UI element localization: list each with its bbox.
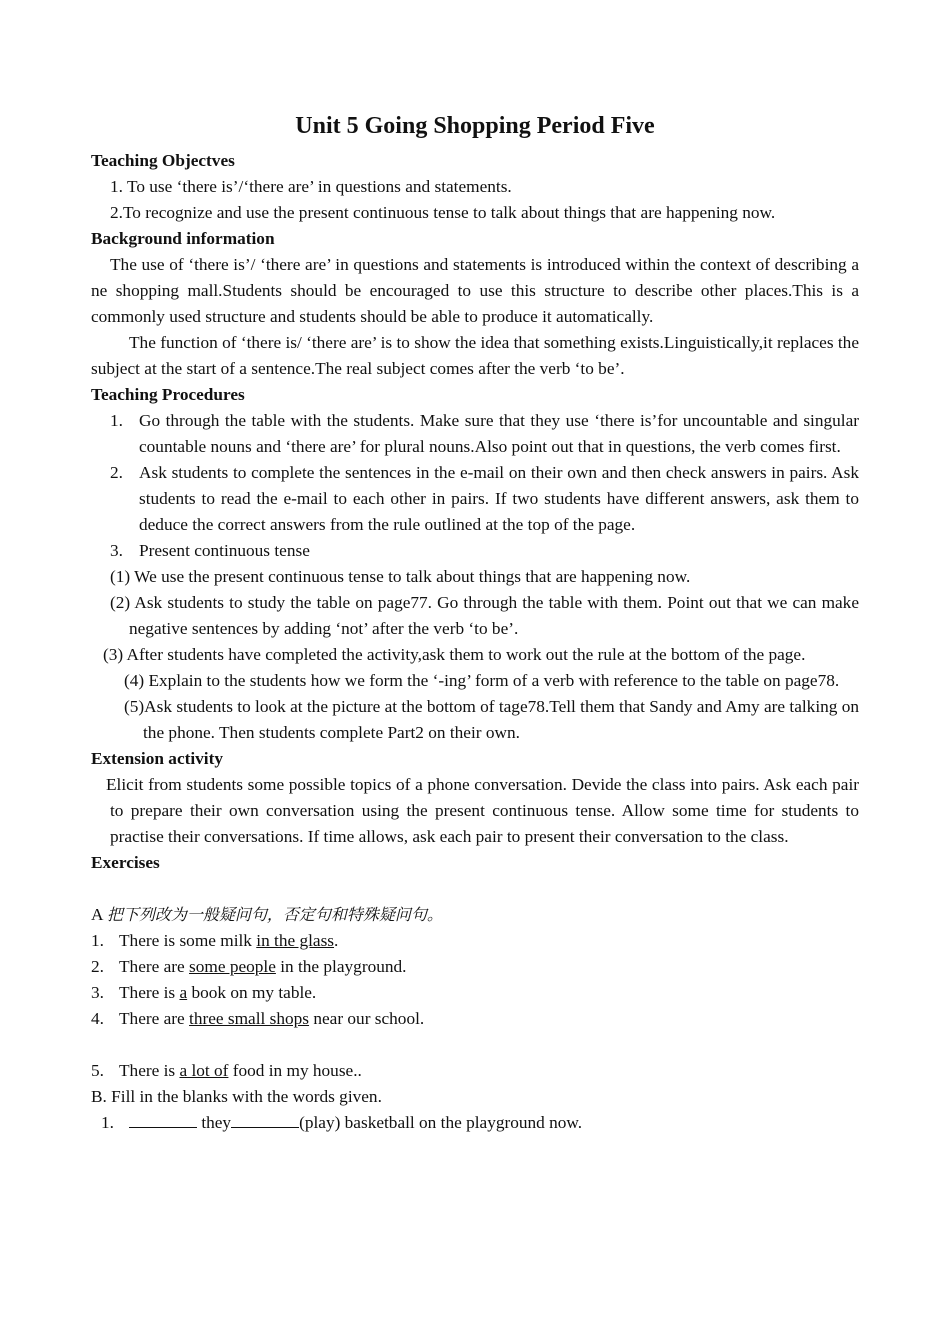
underlined-phrase: three small shops [189,1009,310,1028]
objective-item: 1. To use ‘there is’/‘there are’ in questions and statements. [110,177,512,196]
procedure-step [91,538,859,564]
underlined-phrase: a lot of [179,1061,229,1080]
background-paragraph: The use of ‘there is’/ ‘there are’ in questions and statements is introduced within the context of describing a ne shopping mall.Students should be encouraged to use this structure to describe other places.This is a commonly used structure and students should be able to produce it automatically. [91,255,859,326]
exercise-text: There is [119,983,180,1002]
exercise-text: in the playground. [275,957,407,976]
exercise-text: they [197,1113,232,1132]
exercise-number: 3. [91,983,104,1002]
step-text: Go through the table with the students. Make sure that they use ‘there is’for uncountable and singular countable nouns and ‘there are’ for plural nouns.Also point out that in questions, the verb comes first. [139,411,859,456]
answer-blank[interactable] [231,1111,299,1128]
exercise-number: 4. [91,1009,104,1028]
underlined-phrase: some people [189,957,276,976]
underlined-phrase: a [179,983,188,1002]
exercise-text: book on my table. [187,983,317,1002]
background-heading: Background information [91,229,275,248]
objectives-heading: Teaching Objectves [91,151,235,170]
exercise-text: There is [119,1061,180,1080]
spacer [91,876,859,902]
exercise-text: . [334,931,339,950]
step-text: Present continuous tense [139,541,310,560]
extension-paragraph: Elicit from students some possible topics of a phone conversation. Devide the class into pairs. Ask each pair to prepare their own conversation using the present continuous tense. Allow some time for students to practise their conversations. If time allows, ask each pair to present their conversation to the class. [106,775,859,846]
procedure-step [91,408,859,460]
background-paragraph: The function of ‘there is/ ‘there are’ is to show the idea that something exists.Linguistically,it replaces the subject at the start of a sentence.The real subject comes after the verb ‘to be’. [91,333,859,378]
extension-heading: Extension activity [91,749,224,768]
exercise-number: 1. [101,1113,114,1132]
exercise-text: There is some milk [119,931,257,950]
answer-blank[interactable] [129,1111,197,1128]
part-a-label: A [91,905,107,924]
step-number: 2. [110,463,123,482]
exercise-text: near our school. [309,1009,425,1028]
exercise-item [91,1058,859,1084]
exercise-item [91,1006,859,1032]
fill-blank-item [91,1110,859,1136]
step-number: 1. [110,411,123,430]
part-a-instruction: 把下列改为一般疑问句，否定句和特殊疑问句。 [106,905,443,924]
procedure-substep: (4) Explain to the students how we form the ‘-ing’ form of a verb with reference to the table on page78. [124,671,840,690]
exercise-text: There are [119,957,190,976]
exercise-item [91,928,859,954]
exercise-text: food in my house.. [228,1061,362,1080]
underlined-phrase: in the glass [256,931,335,950]
exercise-number: 1. [91,931,104,950]
part-b-instruction: B. Fill in the blanks with the words given. [91,1087,382,1106]
procedure-step [91,460,859,538]
procedure-substep: (5)Ask students to look at the picture at the bottom of tage78.Tell them that Sandy and Amy are talking on the phone. Then students complete Part2 on their own. [124,697,860,742]
spacer [91,1032,859,1058]
objective-item: 2.To recognize and use the present continuous tense to talk about things that are happening now. [110,203,776,222]
exercise-text: There are [119,1009,190,1028]
exercises-heading: Exercises [91,853,160,872]
step-number: 3. [110,541,123,560]
exercise-a-instruction [91,902,859,928]
exercise-item [91,954,859,980]
procedures-heading: Teaching Procedures [91,385,245,404]
step-text: Ask students to complete the sentences in the e-mail on their own and then check answers in pairs. Ask students to read the e-mail to each other in pairs. If two students have different answers, ask them to deduce the correct answers from the rule outlined at the top of the page. [139,463,859,534]
procedure-substep: (2) Ask students to study the table on page77. Go through the table with them. Point out that we can make negative sentences by adding ‘not’ after the verb ‘to be’. [110,593,859,638]
exercise-number: 5. [91,1061,104,1080]
exercise-item [91,980,859,1006]
exercise-number: 2. [91,957,104,976]
exercise-text: (play) basketball on the playground now. [299,1113,583,1132]
document-page [91,108,859,1136]
page-title: Unit 5 Going Shopping Period Five [295,113,655,139]
procedure-substep: (3) After students have completed the activity,ask them to work out the rule at the bottom of the page. [103,645,806,664]
procedure-substep: (1) We use the present continuous tense to talk about things that are happening now. [110,567,691,586]
